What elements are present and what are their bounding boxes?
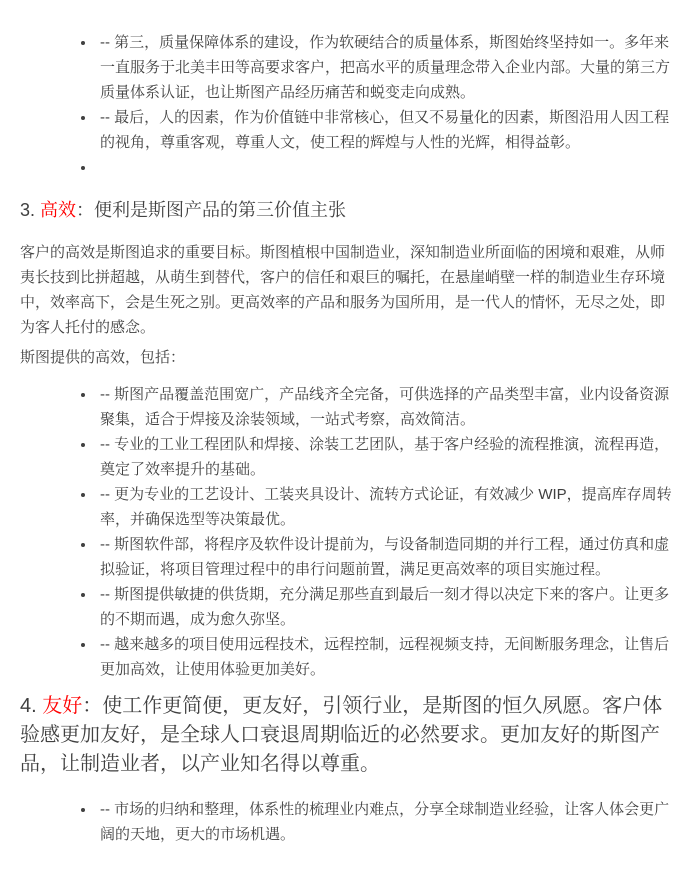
list-item: • -- 越来越多的项目使用远程技术，远程控制，远程视频支持，无间断服务理念，让售后更加高效，让使用体验更加美好。 bbox=[96, 632, 678, 682]
section-4-keyword: 友好 bbox=[42, 695, 83, 717]
list-item: • -- 斯图提供敏捷的供货期，充分满足那些直到最后一刻才得以决定下来的客户。让更多的不期而遇，成为愈久弥坚。 bbox=[96, 582, 678, 632]
efficiency-bullet-list bbox=[20, 382, 678, 682]
section-3-title-rest: ：便利是斯图产品的第三价值主张 bbox=[76, 200, 347, 220]
list-item: • -- 最后，人的因素，作为价值链中非常核心，但又不易量化的因素，斯图沿用人因工程的视角，尊重客观，尊重人文，使工程的辉煌与人性的光辉，相得益彰。 bbox=[96, 105, 678, 155]
section-3-paragraph: 客户的高效是斯图追求的重要目标。斯图植根中国制造业，深知制造业所面临的困境和艰难，从师夷长技到比拼超越，从萌生到替代，客户的信任和艰巨的嘱托，在悬崖峭壁一样的制造业生存环境中，效率高下，会是生死之别。更高效率的产品和服务为国所用，是一代人的情怀，无尽之处，即为客人托付的感念。 bbox=[20, 244, 666, 336]
list-item: • -- 斯图软件部，将程序及软件设计提前为，与设备制造同期的并行工程，通过仿真和虚拟验证，将项目管理过程中的串行问题前置，满足更高效率的项目实施过程。 bbox=[96, 532, 678, 582]
section-4-number: 4. bbox=[20, 695, 43, 717]
list-item: • -- 专业的工业工程团队和焊接、涂装工艺团队，基于客户经验的流程推演，流程再造，奠定了效率提升的基础。 bbox=[96, 432, 678, 482]
section-4-title-rest: ：使工作更简便，更友好，引领行业，是斯图的恒久夙愿。客户体验感更加友好，是全球人口衰退周期临近的必然要求。更加友好的斯图产品，让制造业者，以产业知名得以尊重。 bbox=[20, 695, 663, 775]
friendly-bullet-list bbox=[20, 797, 678, 847]
list-item: • -- 斯图产品覆盖范围宽广，产品线齐全完备，可供选择的产品类型丰富，业内设备资源聚集，适合于焊接及涂装领域，一站式考察，高效简洁。 bbox=[96, 382, 678, 432]
list-item: • -- 更为专业的工艺设计、工装夹具设计、流转方式论证，有效减少 WIP，提高库存周转率，并确保选型等决策最优。 bbox=[96, 482, 678, 532]
list-item-empty bbox=[96, 155, 678, 180]
section-3-number: 3. bbox=[20, 200, 41, 220]
list-item: • -- 第三，质量保障体系的建设，作为软硬结合的质量体系，斯图始终坚持如一。多年来一直服务于北美丰田等高要求客户，把高水平的质量理念带入企业内部。大量的第三方质量体系认证，也让斯图产品经历痛苦和蜕变走向成熟。 bbox=[96, 30, 678, 105]
quality-bullet-list bbox=[20, 30, 678, 180]
section-3-heading bbox=[20, 198, 678, 222]
list-item: • -- 市场的归纳和整理，体系性的梳理业内难点，分享全球制造业经验，让客人体会更广阔的天地，更大的市场机遇。 bbox=[96, 797, 678, 847]
section-3-list-intro: 斯图提供的高效，包括： bbox=[20, 349, 186, 366]
section-4-heading bbox=[20, 692, 678, 779]
section-3-keyword: 高效 bbox=[40, 200, 77, 220]
